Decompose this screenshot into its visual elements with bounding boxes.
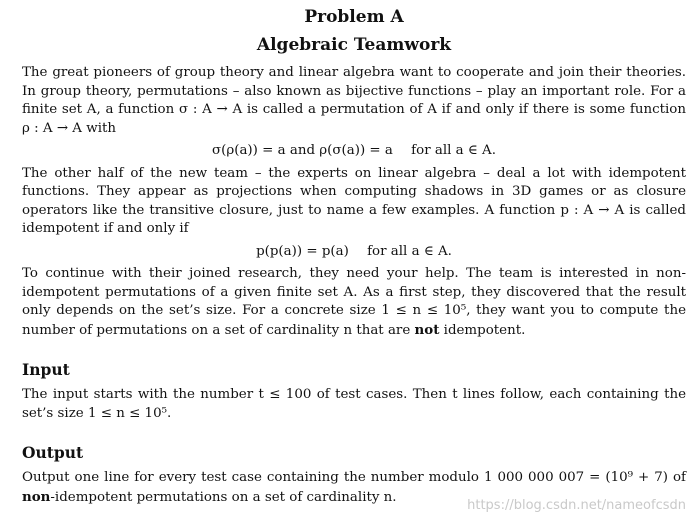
text-run: Output one line for every test case containing the number modulo 1 000 000 007 = (10⁹ + 7) of <box>22 470 686 485</box>
text-run: -idempotent permutations on a set of cardinality n. <box>50 489 397 505</box>
input-text: The input starts with the number t ≤ 100 of test cases. Then t lines follow, each containing the set’s size 1 ≤ n ≤ 10⁵. <box>22 387 686 421</box>
bold-non: non <box>22 488 51 505</box>
input-heading: Input <box>22 360 70 379</box>
text-run: To continue with their joined research, they need your help. The team is interested in non-idempotent permutations of a given finite set A. As a first step, they discovered that the result only depends on the set’s size. For a concrete size 1 ≤ n ≤ 10⁵, they want you to compute the number of permutations on a set of cardinality n that are <box>22 266 686 338</box>
watermark: https://blog.csdn.net/nameofcsdn <box>467 498 686 513</box>
bold-not: not <box>414 321 440 338</box>
equation-condition: for all a ∈ A. <box>367 243 452 259</box>
problem-label: Problem A <box>304 7 404 27</box>
statement-paragraph-3 <box>22 265 686 340</box>
equation-permutation <box>22 142 686 161</box>
equation-condition: for all a ∈ A. <box>411 143 496 158</box>
problem-document <box>22 6 686 507</box>
text-run: idempotent. <box>443 322 526 338</box>
equation-formula: p(p(a)) = p(a) <box>256 243 349 259</box>
statement-paragraph-2: The other half of the new team – the experts on linear algebra – deal a lot with idempotent functions. They appear as projections when computing shadows in 3D games or as closure operators like the transitive closure, just to name a few examples. A function p : A → A is called idempotent if and only if <box>22 165 686 236</box>
statement-paragraph-1: The great pioneers of group theory and linear algebra want to cooperate and join their theories. In group theory, permutations – also known as bijective functions – play an important role. For a finite set A, a function σ : A → A is called a permutation of A if and only if there is some function ρ : A → A with <box>22 65 686 136</box>
equation-idempotent <box>22 243 686 262</box>
problem-title: Algebraic Teamwork <box>256 35 452 55</box>
equation-formula: σ(ρ(a)) = a and ρ(σ(a)) = a <box>211 143 393 158</box>
output-heading: Output <box>22 443 84 462</box>
